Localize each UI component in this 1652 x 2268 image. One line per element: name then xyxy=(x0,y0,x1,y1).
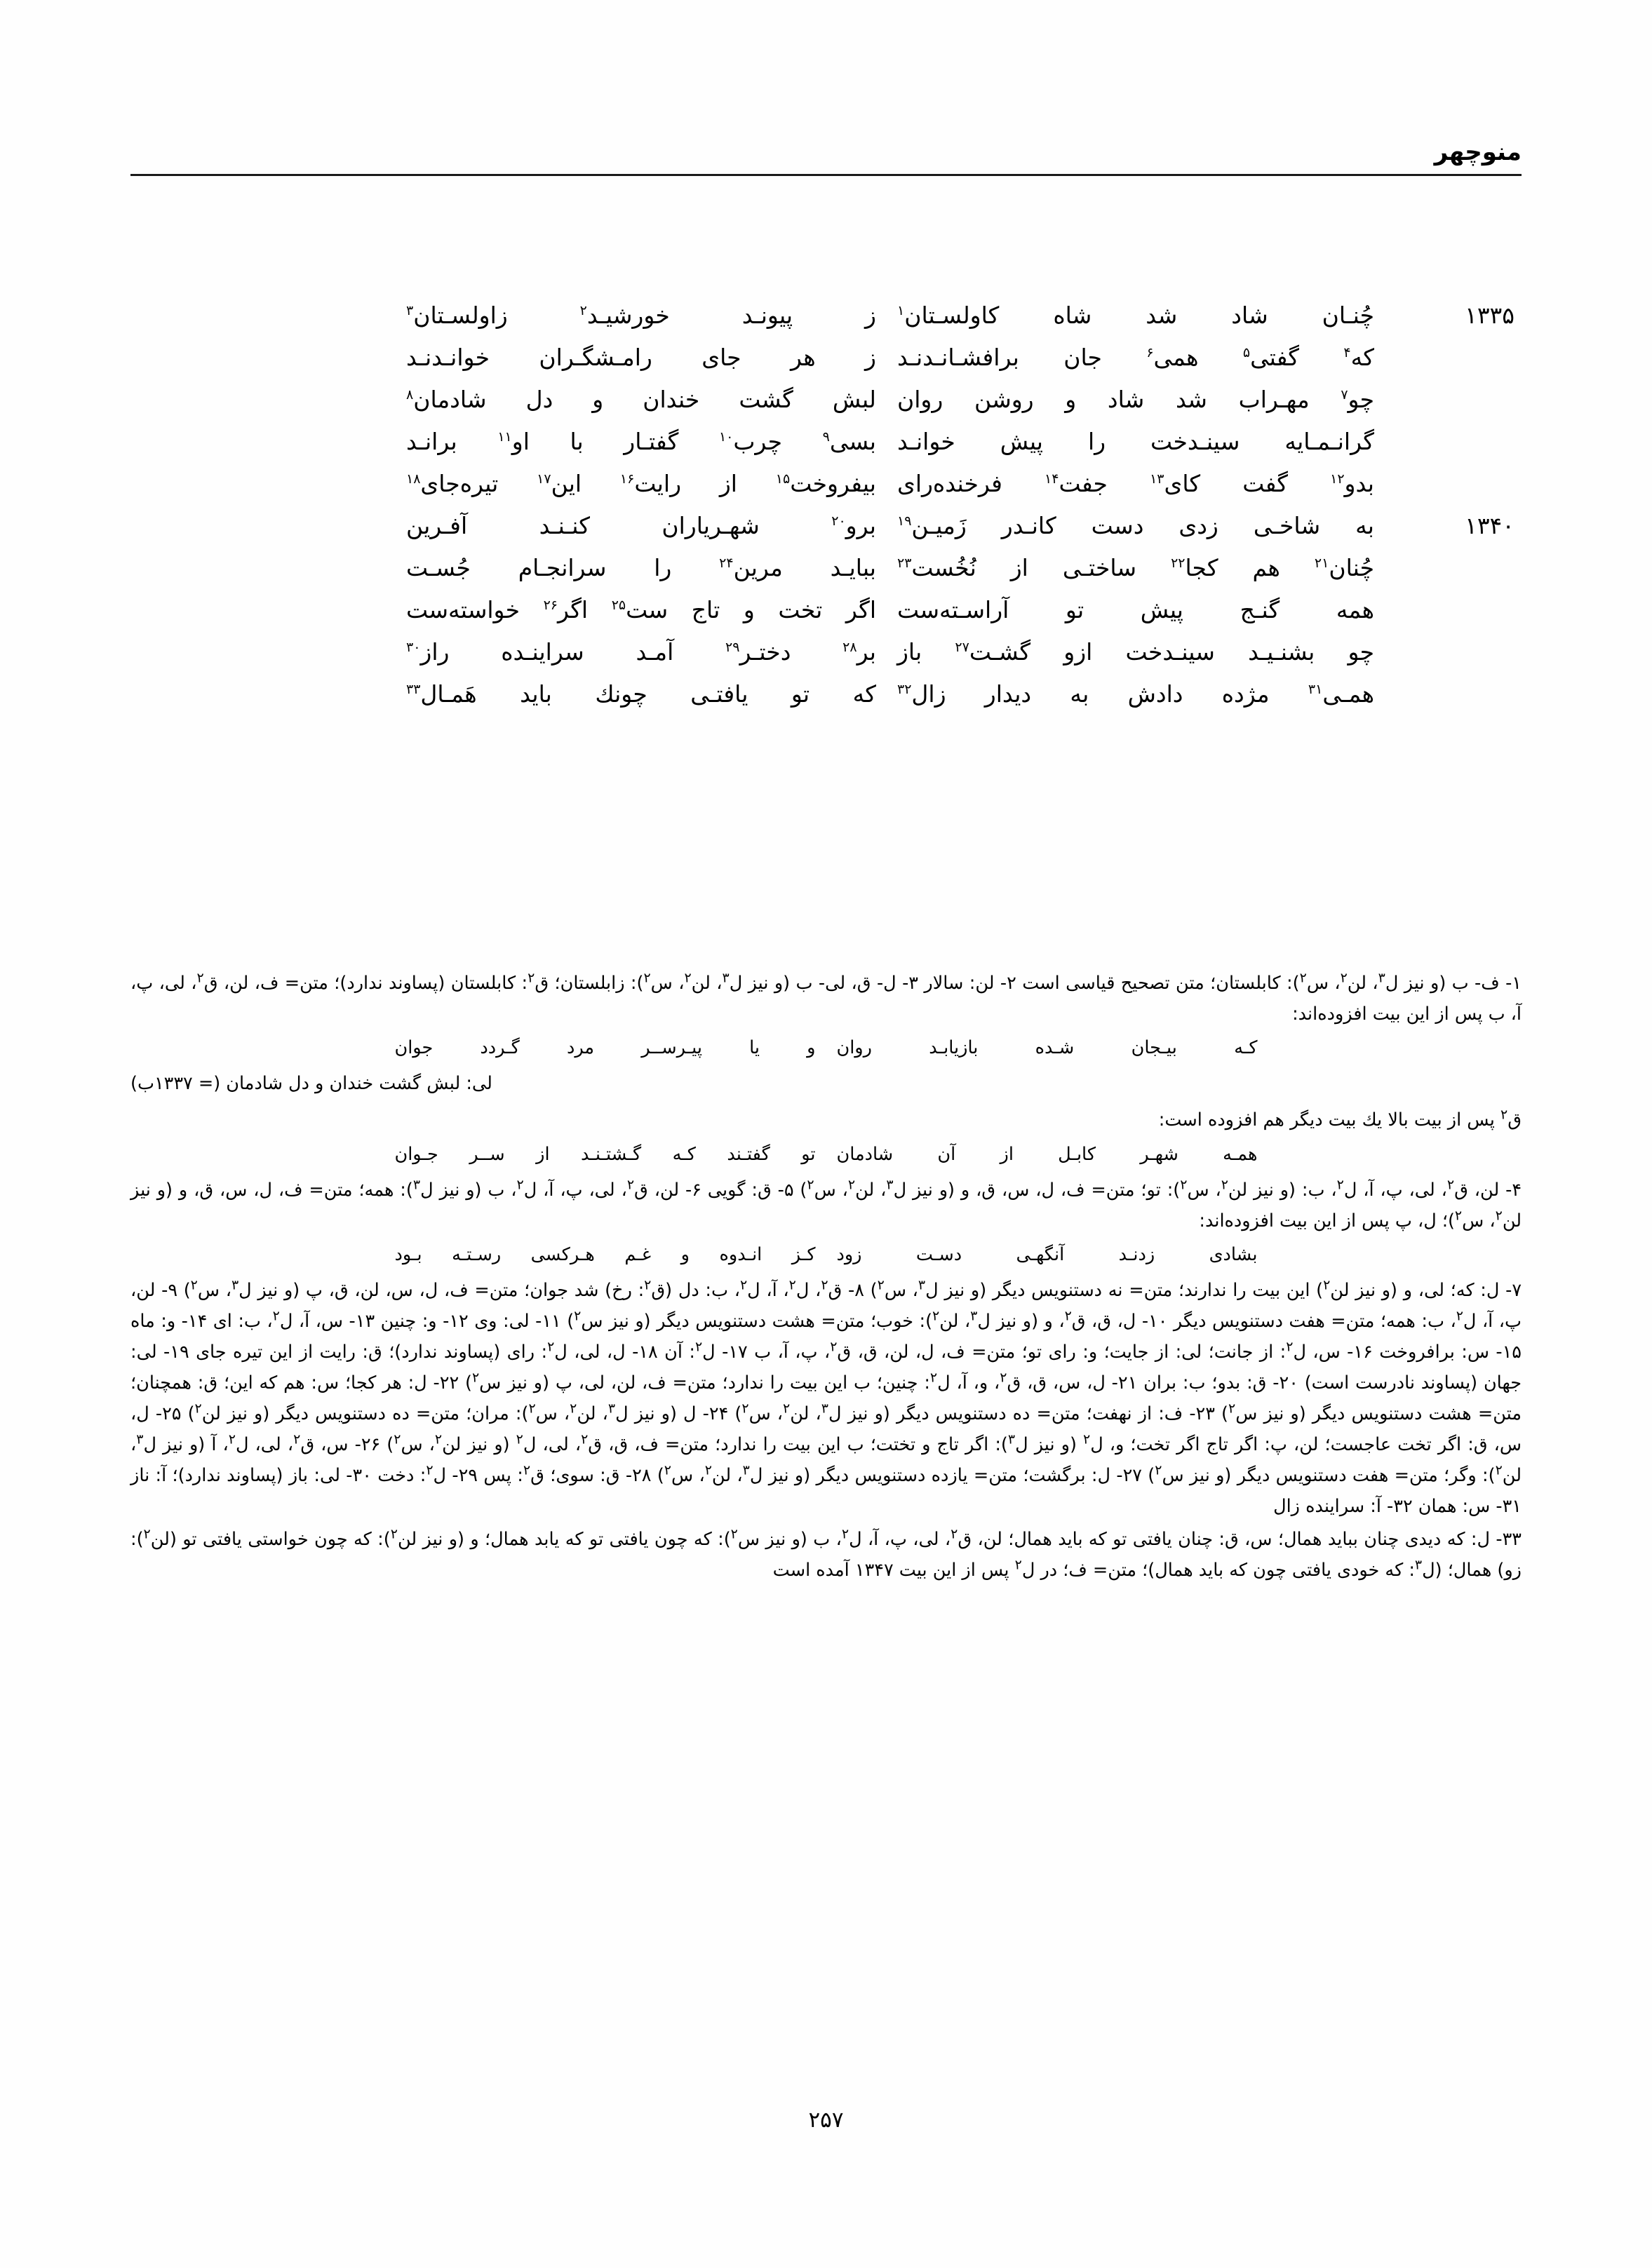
page-number: ۲۵۷ xyxy=(808,2107,844,2133)
hemistich-left: که تو یافتـی چونك باید هَمـال$^{۳۳}$ xyxy=(406,680,876,708)
page-header xyxy=(130,137,1522,180)
hemistich-right: بدو$^{۱۲}$ گفت کای$^{۱۳}$ جفت$^{۱۴}$ فرخنده‌رای xyxy=(897,470,1374,497)
quoted-hemistich-left: تو گفتـند کـه گـشتـنـد از ســر جـوان xyxy=(394,1144,816,1165)
verse-row xyxy=(130,505,1522,547)
hemistich-left: ز هر جای رامـشگـران خوانـدنـد xyxy=(406,344,876,371)
verse-row xyxy=(130,337,1522,379)
verse-row xyxy=(130,631,1522,673)
hemistich-right: همـی$^{۳۱}$ مژده دادش به دیدار زال$^{۳۲}$ xyxy=(897,680,1374,708)
verse-row xyxy=(130,421,1522,463)
quoted-hemistich-left: کـز انـدوه و غـم هـرکسی رسـتـه بـود xyxy=(394,1244,816,1265)
hemistich-right: به شاخـی زدی دست کانـدر زَمیـن$^{۱۹}$ xyxy=(897,512,1374,539)
footnote-paragraph: ۱- ف- ب (و نیز ل$^۳$، لن$^۲$، س$^۲$): کابلستان؛ متن تصحیح قیاسی است ۲- لن: سالار ۳- ل- ق، لی- ب (و نیز ل$^۳$، لن$^۲$، س$^۲$): زابلستان؛ ق$^۲$: کابلستان (پساوند ندارد)؛ متن= ف، لن، ق$^۲$، لی، پ، آ، ب پس از این بیت افزوده‌اند: xyxy=(130,970,1522,1025)
hemistich-right: همه گنـج پیش تو آراسـته‌ست xyxy=(897,596,1374,623)
footnote-paragraph: ۴- لن، ق$^۲$، لی، پ، آ، ل$^۲$، ب: (و نیز لن$^۲$، س$^۲$): تو؛ متن= ف، ل، س، ق، و (و نیز ل$^۳$، لن$^۲$، س$^۲$) ۵- ق: گویی ۶- لن، ق$^۲$، لی، پ، آ، ل$^۲$، ب (و نیز ل$^۳$): همه؛ متن= ف، ل، س، ق، و (و نیز لن$^۲$، س$^۲$)؛ ل، پ پس از این بیت افزوده‌اند: xyxy=(130,1177,1522,1231)
hemistich-left: اگر تخت و تاج ست$^{۲۵}$ اگر$^{۲۶}$ خواسته‌ست xyxy=(406,596,877,623)
verse-row xyxy=(130,379,1522,421)
quoted-verse xyxy=(130,1138,1522,1170)
verse-row xyxy=(130,463,1522,505)
footnotes-apparatus xyxy=(130,968,1522,1588)
verse-row xyxy=(130,673,1522,715)
verse-row xyxy=(130,589,1522,631)
hemistich-left: بر$^{۲۸}$ دختـر$^{۲۹}$ آمـد سراینـده راز$^{۳۰}$ xyxy=(406,638,876,666)
hemistich-left: برو$^{۲۰}$ شهـریاران کنـنـد آفـرین xyxy=(406,512,876,539)
footnote-paragraph: ۳۳- ل: که دیدی چنان بباید همال؛ س، ق: چنان یافتی تو که باید همال؛ لن، ق$^۲$، لی، پ، آ، ل$^۲$، ب (و نیز س$^۲$): که چون یافتی تو که یابد همال؛ و (و نیز لن$^۲$): که چون خواستی یافتی تو (لن$^۲$): زو) همال؛ (ل$^۳$: که خودی یافتی چون که باید همال)؛ متن= ف؛ در ل$^۲$ پس از این بیت ۱۳۴۷ آمده است xyxy=(130,1526,1522,1581)
hemistich-left: بیفروخت$^{۱۵}$ از رایت$^{۱۶}$ این$^{۱۷}$ تیره‌جای$^{۱۸}$ xyxy=(406,470,876,497)
quoted-hemistich-right: کـه بیـجان شـده بازیابـد روان xyxy=(836,1037,1258,1058)
hemistich-left: ببایـد مرین$^{۲۴}$ را سرانجـام جُسـت xyxy=(406,554,876,581)
hemistich-right: چو بشنـیـد سینـدخت ازو گشـت$^{۲۷}$ باز xyxy=(897,638,1374,666)
hemistich-right: که$^۴$ گفتی$^۵$ همی$^۶$ جان برافشـانـدنـد xyxy=(897,344,1375,371)
hemistich-right: گرانـمـایه سینـدخت را پیش خوانـد xyxy=(897,428,1374,455)
verse-row xyxy=(130,295,1522,337)
hemistich-right: چو$^۷$ مهـراب شد شاد و روشن روان xyxy=(897,386,1374,413)
header-divider xyxy=(130,174,1522,176)
hemistich-right: چُنان$^{۲۱}$ هم کجا$^{۲۲}$ ساختـی از نُخُست$^{۲۳}$ xyxy=(897,554,1374,581)
hemistich-left: بسی$^۹$ چرب$^{۱۰}$ گفتـار با او$^{۱۱}$ برانـد xyxy=(406,428,876,455)
verse-number: ۱۳۴۰ xyxy=(1465,512,1515,539)
quote-source-note: لی: لبش گشت خندان و دل شادمان (= ۱۳۳۷ب) xyxy=(130,1073,492,1094)
hemistich-right: چُنـان شاد شد شاه کاولسـتان$^۱$ xyxy=(897,302,1374,329)
quoted-hemistich-right: بشادی زدنـد آنگهـی دسـت زود xyxy=(836,1244,1258,1265)
quoted-hemistich-right: همـه شهـر کابـل از آن شادمان xyxy=(836,1144,1258,1165)
quoted-verse xyxy=(130,1032,1522,1064)
hemistich-left: لبش گشت خندان و دل شادمان$^۸$ xyxy=(406,386,876,413)
running-title: منوچهر xyxy=(1434,138,1522,166)
quoted-hemistich-left: و یا پیـرســر مرد گـردد جوان xyxy=(394,1037,816,1058)
quoted-verse xyxy=(130,1238,1522,1271)
verse-block xyxy=(130,295,1522,715)
verse-number: ۱۳۳۵ xyxy=(1465,302,1515,329)
verse-row xyxy=(130,547,1522,589)
hemistich-left: ز پیونـد خورشیـد$^۲$ زاولسـتان$^۳$ xyxy=(406,302,876,329)
footnote-paragraph: ۷- ل: که؛ لی، و (و نیز لن$^۲$) این بیت را ندارند؛ متن= نه دستنویس دیگر (و نیز ل$^۳$، س$^۲$) ۸- ق$^۲$، ل$^۲$، آ، ل$^۲$، ب: دل (ق$^۲$: رخ) شد جوان؛ متن= ف، ل، س، لن، ق، پ (و نیز ل$^۳$، س$^۲$) ۹- لن، پ، آ، ل$^۲$، ب: همه؛ متن= هفت دستنویس دیگر ۱۰- ل، ق، ق$^۲$، و (و نیز ل$^۳$، لن$^۲$): خوب؛ متن= هشت دستنویس دیگر (و نیز س$^۲$) ۱۱- لی: وی ۱۲- و: چنین ۱۳- س، آ، ل$^۲$، ب: ای ۱۴- و: ماه ۱۵- س: برافروخت ۱۶- س، ل$^۲$: از جانت؛ لی: از جایت؛ و: رای تو؛ متن= ف، ل، لن، ق، ق$^۲$، پ، آ، ب ۱۷- ل$^۲$: آن ۱۸- ل، لی، ل$^۲$: رای (پساوند ندارد)؛ ق: رایت از این تیره جای ۱۹- لی: جهان (پساوند نادرست است) ۲۰- ق: بدو؛ ب: بران ۲۱- ل، س، ق، ق$^۲$، و، آ، ل$^۲$: چنین؛ ب این بیت را ندارد؛ متن= ف، لن، لی، پ (و نیز س$^۲$) ۲۲- ل: هر کجا؛ س: هم که این؛ ق: همچنان؛ متن= هشت دستنویس دیگر (و نیز س$^۲$) ۲۳- ف: از نهفت؛ متن= ده دستنویس دیگر (و نیز ل$^۳$، لن$^۲$، س$^۲$) ۲۴- ل (و نیز ل$^۳$، لن$^۲$، س$^۲$): مران؛ متن= ده دستنویس دیگر (و نیز لن$^۲$) ۲۵- ل، س، ق: اگر تخت عاجست؛ لن، پ: اگر تاج اگر تخت؛ و، ل$^۲$ (و نیز ل$^۳$): اگر تاج و تختت؛ ب این بیت را ندارد؛ متن= ف، ق، ق$^۲$، لی، ل$^۲$ (و نیز لن$^۲$، س$^۲$) ۲۶- س، ق$^۲$، لی، ل$^۲$، آ (و نیز ل$^۳$، لن$^۲$): وگر؛ متن= هفت دستنویس دیگر (و نیز س$^۲$) ۲۷- ل: برگشت؛ متن= یازده دستنویس دیگر (و نیز ل$^۳$، لن$^۲$، س$^۲$) ۲۸- ق: سوی؛ ق$^۲$: پس ۲۹- ل$^۲$: دخت ۳۰- لی: باز (پساوند ندارد)؛ آ: ناز ۳۱- س: همان ۳۲- آ: سراینده زال xyxy=(130,1277,1522,1517)
quote-intro-note: ق$^۲$ پس از بیت بالا یك بیت دیگر هم افزوده است: xyxy=(1158,1107,1522,1130)
